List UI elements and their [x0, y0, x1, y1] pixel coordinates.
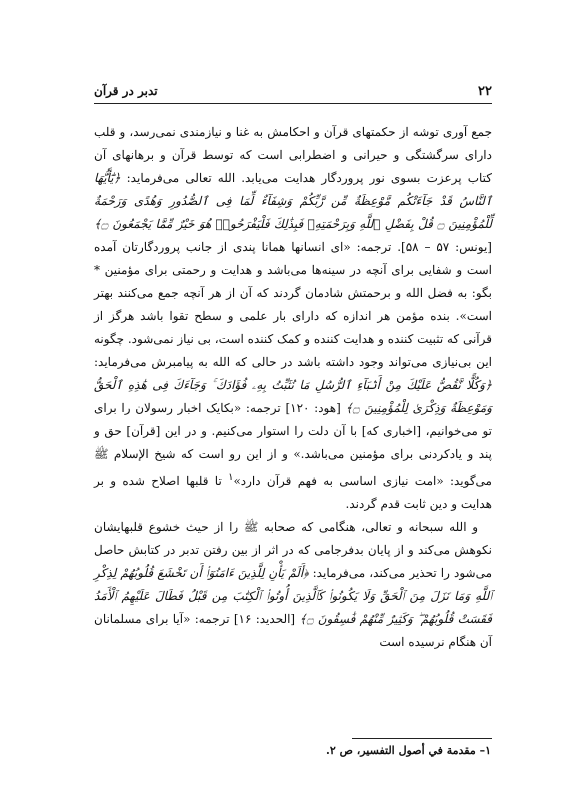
translation-hadid: ترجمه: «آیا برای مسلمانان آن هنگام نرسیده است — [94, 612, 492, 649]
quran-verse-yunus: ﴿يَٰٓأَيُّهَا ٱلنَّاسُ قَدْ جَآءَتْكُم مَّوْعِظَةٌ مِّن رَّبِّكُمْ وَشِفَآءٌ لِّمَا فِى ٱلصُّدُورِ وَهُدًى وَرَحْمَةٌ لِّلْمُؤْمِنِينَ ۝ قُلْ بِفَضْلِ ٱللَّهِ وَبِرَحْمَتِهِۦ فَبِذَٰلِكَ فَلْيَفْرَحُوا۟ هُوَ خَيْرٌ مِّمَّا يَجْمَعُونَ ۝﴾ — [94, 171, 492, 231]
verse-reference-yunus: [یونس: ۵۷ – ۵۸]. — [397, 240, 492, 254]
quran-verse-hud: ﴿وَكُلًّا نَّقُصُّ عَلَيْكَ مِنْ أَنۢبَآءِ ٱلرُّسُلِ مَا نُثَبِّتُ بِهِۦ فُؤَادَكَ ۚ وَجَآءَكَ فِى هَٰذِهِ ٱلْحَقُّ وَمَوْعِظَةٌ وَذِكْرَىٰ لِلْمُؤْمِنِينَ ۝﴾ — [94, 378, 492, 415]
translation-yunus: ترجمه: «ای انسانها همانا پندی از جانب پروردگارتان آمده است و شفایی برای آنچه در سینه‌ها می‌باشد و هدایت و رحمتی برای مؤمنین * بگو: به فضل الله و برحمتش شادمان گردند که آن از هر آنچه جمع می‌کنند بهتر است». بنده مؤمن هر اندازه که دارای بار علمی و سطح تقوا باشد هرگز از قرآنی که تثبیت کننده و هدایت کننده و کمک کننده است، بی نیاز نمی‌شود. چگونه این بی‌نیازی می‌تواند وجود داشته باشد در حالی که الله به پیامبرش می‌فرماید: — [94, 240, 492, 369]
running-title: تدبر در قرآن — [94, 84, 158, 98]
page-header — [94, 82, 492, 104]
page-number: ۲۲ — [478, 84, 492, 99]
translation-hud: ترجمه: «بکایک اخبار رسولان را برای تو می‌خوانیم، [اخباری که] با آن دلت را استوار می‌کنیم. و در این [قرآن] حق و پند و یادکردنی برای مؤمنین می‌باشد.» و از این رو است که شیخ الإسلام ﷺ می‌گوید: «امت نیازی اساسی به فهم قرآن دارد» — [94, 401, 492, 488]
verse-reference-hadid: [الحدید: ۱۶] — [233, 612, 296, 626]
body-text — [94, 121, 492, 654]
paragraph-1 — [94, 121, 492, 516]
footnote-marker: ۱ — [228, 472, 234, 483]
paragraph-2 — [94, 516, 492, 654]
verse-reference-hud: [هود: ۱۲۰] — [285, 401, 341, 415]
paragraph-1-closing: تا قلبها اصلاح شده و بر هدایت و دین ثابت قدم گردند. — [94, 474, 492, 511]
footnote-divider — [352, 738, 492, 739]
header-divider — [94, 103, 492, 104]
quran-verse-hadid: ﴿أَلَمْ يَأْنِ لِلَّذِينَ ءَامَنُوٓا۟ أَن تَخْشَعَ قُلُوبُهُمْ لِذِكْرِ ٱللَّهِ وَمَا نَزَلَ مِنَ ٱلْحَقِّ وَلَا يَكُونُوا۟ كَٱلَّذِينَ أُوتُوا۟ ٱلْكِتَٰبَ مِن قَبْلُ فَطَالَ عَلَيْهِمُ ٱلْأَمَدُ فَقَسَتْ قُلُوبُهُمْ ۖ وَكَثِيرٌ مِّنْهُمْ فَٰسِقُونَ ۝﴾ — [94, 566, 492, 626]
footnote: ۱– مقدمة في أصول التفسير، ص ۲. — [325, 744, 491, 757]
paragraph-1-intro: جمع آوری توشه از حکمتهای قرآن و احکامش به غنا و نیازمندی نمی‌رسد، و قلب دارای سرگشتگی و حیرانی و اضطرابی است که توسط قرآن و برهانهای آن کتاب پرعزت بسوی نور پروردگار هدایت می‌یابد. الله تعالی می‌فرماید: — [94, 125, 492, 185]
paragraph-2-intro: و الله سبحانه و تعالی، هنگامی که صحابه ﷺ را از حیث خشوع قلبهایشان نکوهش می‌کند و از پایان بدفرجامی که در اثر از بین رفتن تدبر در کتابش حاصل می‌شود را تحذیر می‌کند، می‌فرماید: — [94, 520, 493, 580]
